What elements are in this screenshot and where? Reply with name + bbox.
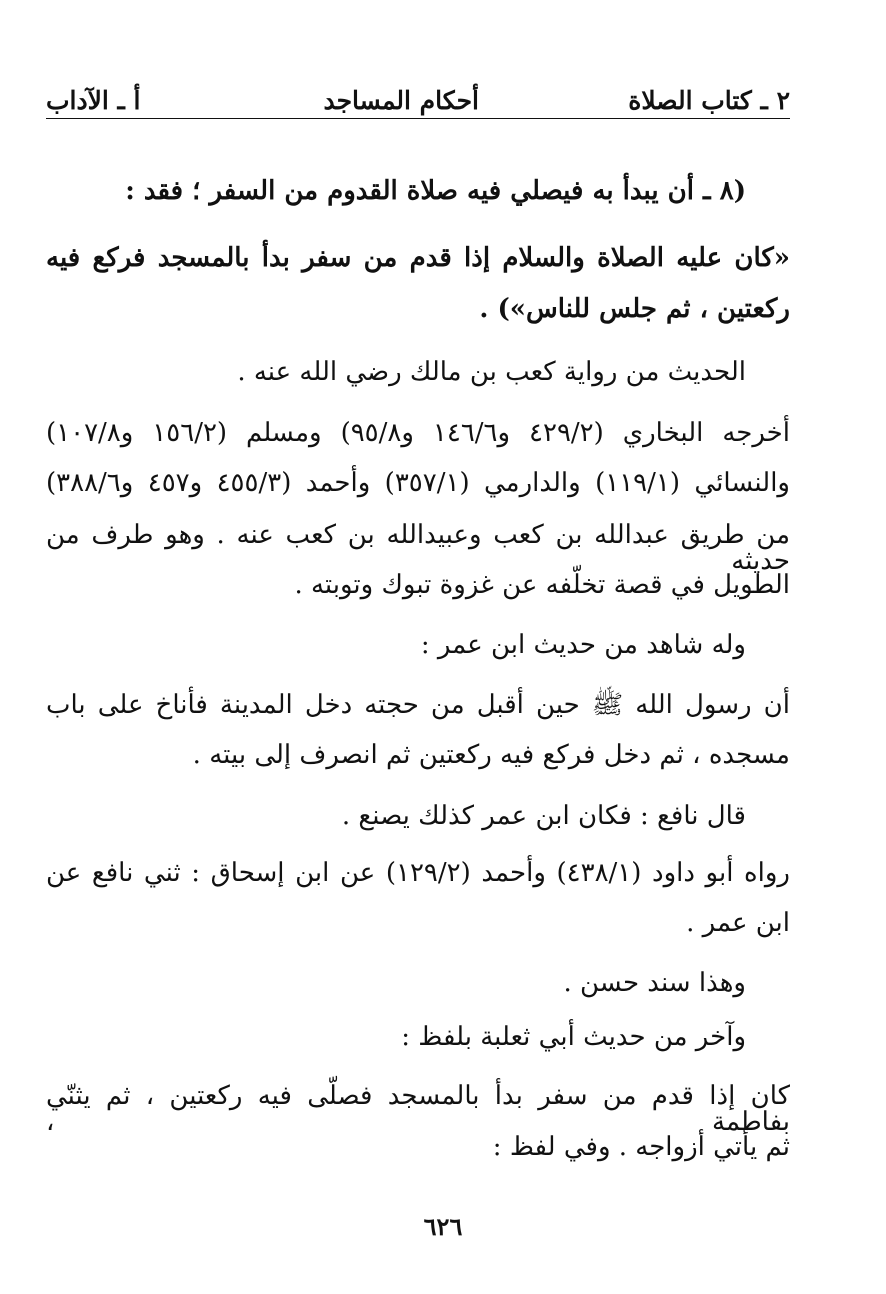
- text-line: ابن عمر .: [686, 908, 790, 938]
- text-line: وآخر من حديث أبي ثعلبة بلفظ :: [401, 1022, 746, 1052]
- running-header: [46, 84, 790, 119]
- text-line: وله شاهد من حديث ابن عمر :: [420, 630, 746, 660]
- text-line: [46, 522, 790, 574]
- text-line-content: من طريق عبدالله بن كعب وعبيدالله بن كعب عنه . وهو طرف من حديثه: [46, 520, 790, 576]
- page-number: ٦٢٦: [423, 1212, 463, 1241]
- text-line: [46, 470, 790, 496]
- text-line: [46, 860, 790, 886]
- text-line: وهذا سند حسن .: [563, 968, 746, 998]
- text-line-content: رواه أبو داود (٤٣٨/١) وأحمد (١٢٩/٢) عن ابن إسحاق : ثني نافع عن: [46, 858, 790, 888]
- text-line: الحديث من رواية كعب بن مالك رضي الله عنه .: [237, 357, 746, 387]
- text-line: [46, 420, 790, 446]
- text-line-content: أن رسول الله ﷺ حين أقبل من حجته دخل المدينة فأناخ على باب: [46, 690, 790, 720]
- text-line-content: أخرجه البخاري (٤٢٩/٢ و١٤٦/٦ و٩٥/٨) ومسلم (١٥٦/٢ و١٠٧/٨): [46, 418, 790, 448]
- text-line: (٨ ـ أن يبدأ به فيصلي فيه صلاة القدوم من السفر ؛ فقد :: [125, 176, 746, 206]
- text-line: [46, 692, 790, 718]
- text-line: ثم يأتي أزواجه . وفي لفظ :: [492, 1132, 790, 1162]
- text-line: [46, 245, 790, 271]
- header-chapter: ٢ ـ كتاب الصلاة: [628, 86, 790, 115]
- text-line: [46, 1083, 790, 1135]
- header-subsection: أ ـ الآداب: [46, 86, 141, 115]
- text-line-content: والنسائي (١١٩/١) والدارمي (٣٥٧/١) وأحمد (٤٥٥/٣ و٤٥٧ و٣٨٨/٦): [46, 468, 790, 498]
- text-line: مسجده ، ثم دخل فركع فيه ركعتين ثم انصرف إلى بيته .: [192, 740, 790, 770]
- text-line-content: «كان عليه الصلاة والسلام إذا قدم من سفر بدأ بالمسجد فركع فيه: [46, 243, 790, 273]
- text-line: الطويل في قصة تخلّفه عن غزوة تبوك وتوبته .: [294, 570, 790, 600]
- text-line: ركعتين ، ثم جلس للناس») .: [479, 294, 790, 324]
- header-section: أحكام المساجد: [323, 86, 479, 115]
- text-line: قال نافع : فكان ابن عمر كذلك يصنع .: [341, 801, 746, 831]
- text-line-content: كان إذا قدم من سفر بدأ بالمسجد فصلّى فيه ركعتين ، ثم يثنّي بفاطمة ،: [46, 1081, 790, 1137]
